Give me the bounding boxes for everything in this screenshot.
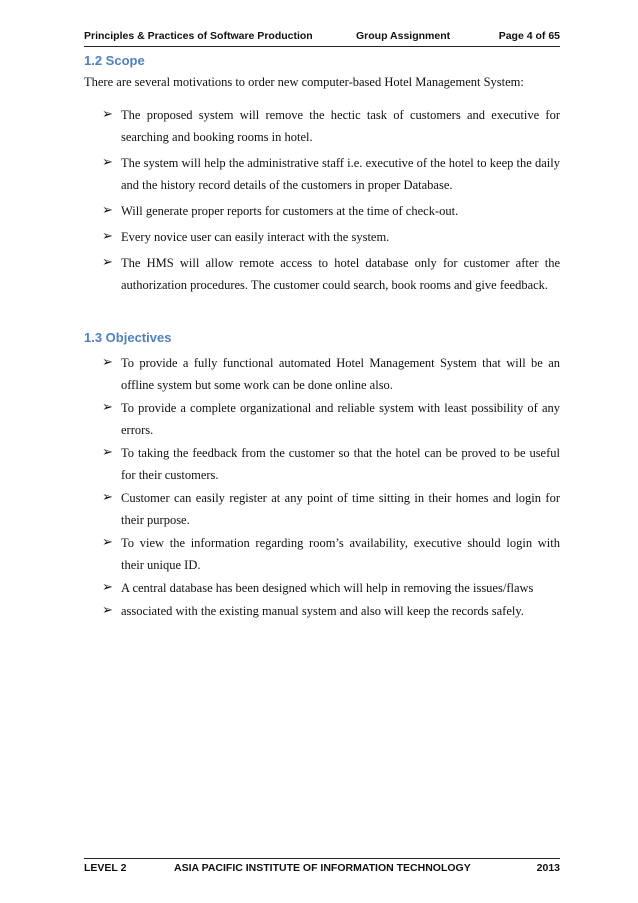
arrow-bullet-icon: ➢ <box>102 535 113 550</box>
list-item: ➢ To provide a fully functional automated Hotel Management System that will be an offline system but some work can be done online also. <box>121 352 560 396</box>
list-item: ➢ To taking the feedback from the customer so that the hotel can be proved to be useful for their customers. <box>121 442 560 486</box>
footer-year: 2013 <box>536 862 560 874</box>
list-item: ➢ Will generate proper reports for customers at the time of check-out. <box>121 200 560 222</box>
page-footer <box>84 858 560 875</box>
scope-heading: 1.2 Scope <box>84 53 145 68</box>
list-item: ➢ Customer can easily register at any point of time sitting in their homes and login for their purpose. <box>121 487 560 531</box>
list-item: ➢ A central database has been designed which will help in removing the issues/flaws <box>121 577 560 599</box>
arrow-bullet-icon: ➢ <box>102 400 113 415</box>
arrow-bullet-icon: ➢ <box>102 490 113 505</box>
header-course-title: Principles & Practices of Software Production <box>84 30 313 42</box>
header-assignment-type: Group Assignment <box>356 30 451 42</box>
arrow-bullet-icon: ➢ <box>102 603 113 618</box>
arrow-bullet-icon: ➢ <box>102 355 113 370</box>
arrow-bullet-icon: ➢ <box>102 203 113 218</box>
list-item: ➢ The proposed system will remove the hectic task of customers and executive for searching and booking rooms in hotel. <box>121 104 560 148</box>
list-item: ➢ The system will help the administrative staff i.e. executive of the hotel to keep the daily and the history record details of the customers in proper Database. <box>121 152 560 196</box>
objectives-list <box>102 352 560 623</box>
list-item: ➢ The HMS will allow remote access to hotel database only for customer after the authorization procedures. The customer could search, book rooms and give feedback. <box>121 252 560 296</box>
list-item: ➢ associated with the existing manual system and also will keep the records safely. <box>121 600 560 622</box>
objectives-heading: 1.3 Objectives <box>84 330 172 345</box>
scope-intro: There are several motivations to order new computer-based Hotel Management System: <box>84 75 524 89</box>
header-page-number: Page 4 of 65 <box>498 30 560 42</box>
list-item: ➢ To view the information regarding room’s availability, executive should login with their unique ID. <box>121 532 560 576</box>
arrow-bullet-icon: ➢ <box>102 229 113 244</box>
page-header <box>84 30 560 47</box>
list-item: ➢ To provide a complete organizational and reliable system with least possibility of any errors. <box>121 397 560 441</box>
list-item: ➢ Every novice user can easily interact with the system. <box>121 226 560 248</box>
arrow-bullet-icon: ➢ <box>102 155 113 170</box>
footer-institute: ASIA PACIFIC INSTITUTE OF INFORMATION TECHNOLOGY <box>174 862 471 874</box>
arrow-bullet-icon: ➢ <box>102 445 113 460</box>
arrow-bullet-icon: ➢ <box>102 580 113 595</box>
arrow-bullet-icon: ➢ <box>102 107 113 122</box>
arrow-bullet-icon: ➢ <box>102 255 113 270</box>
scope-list <box>102 104 560 300</box>
footer-level: LEVEL 2 <box>84 862 127 874</box>
